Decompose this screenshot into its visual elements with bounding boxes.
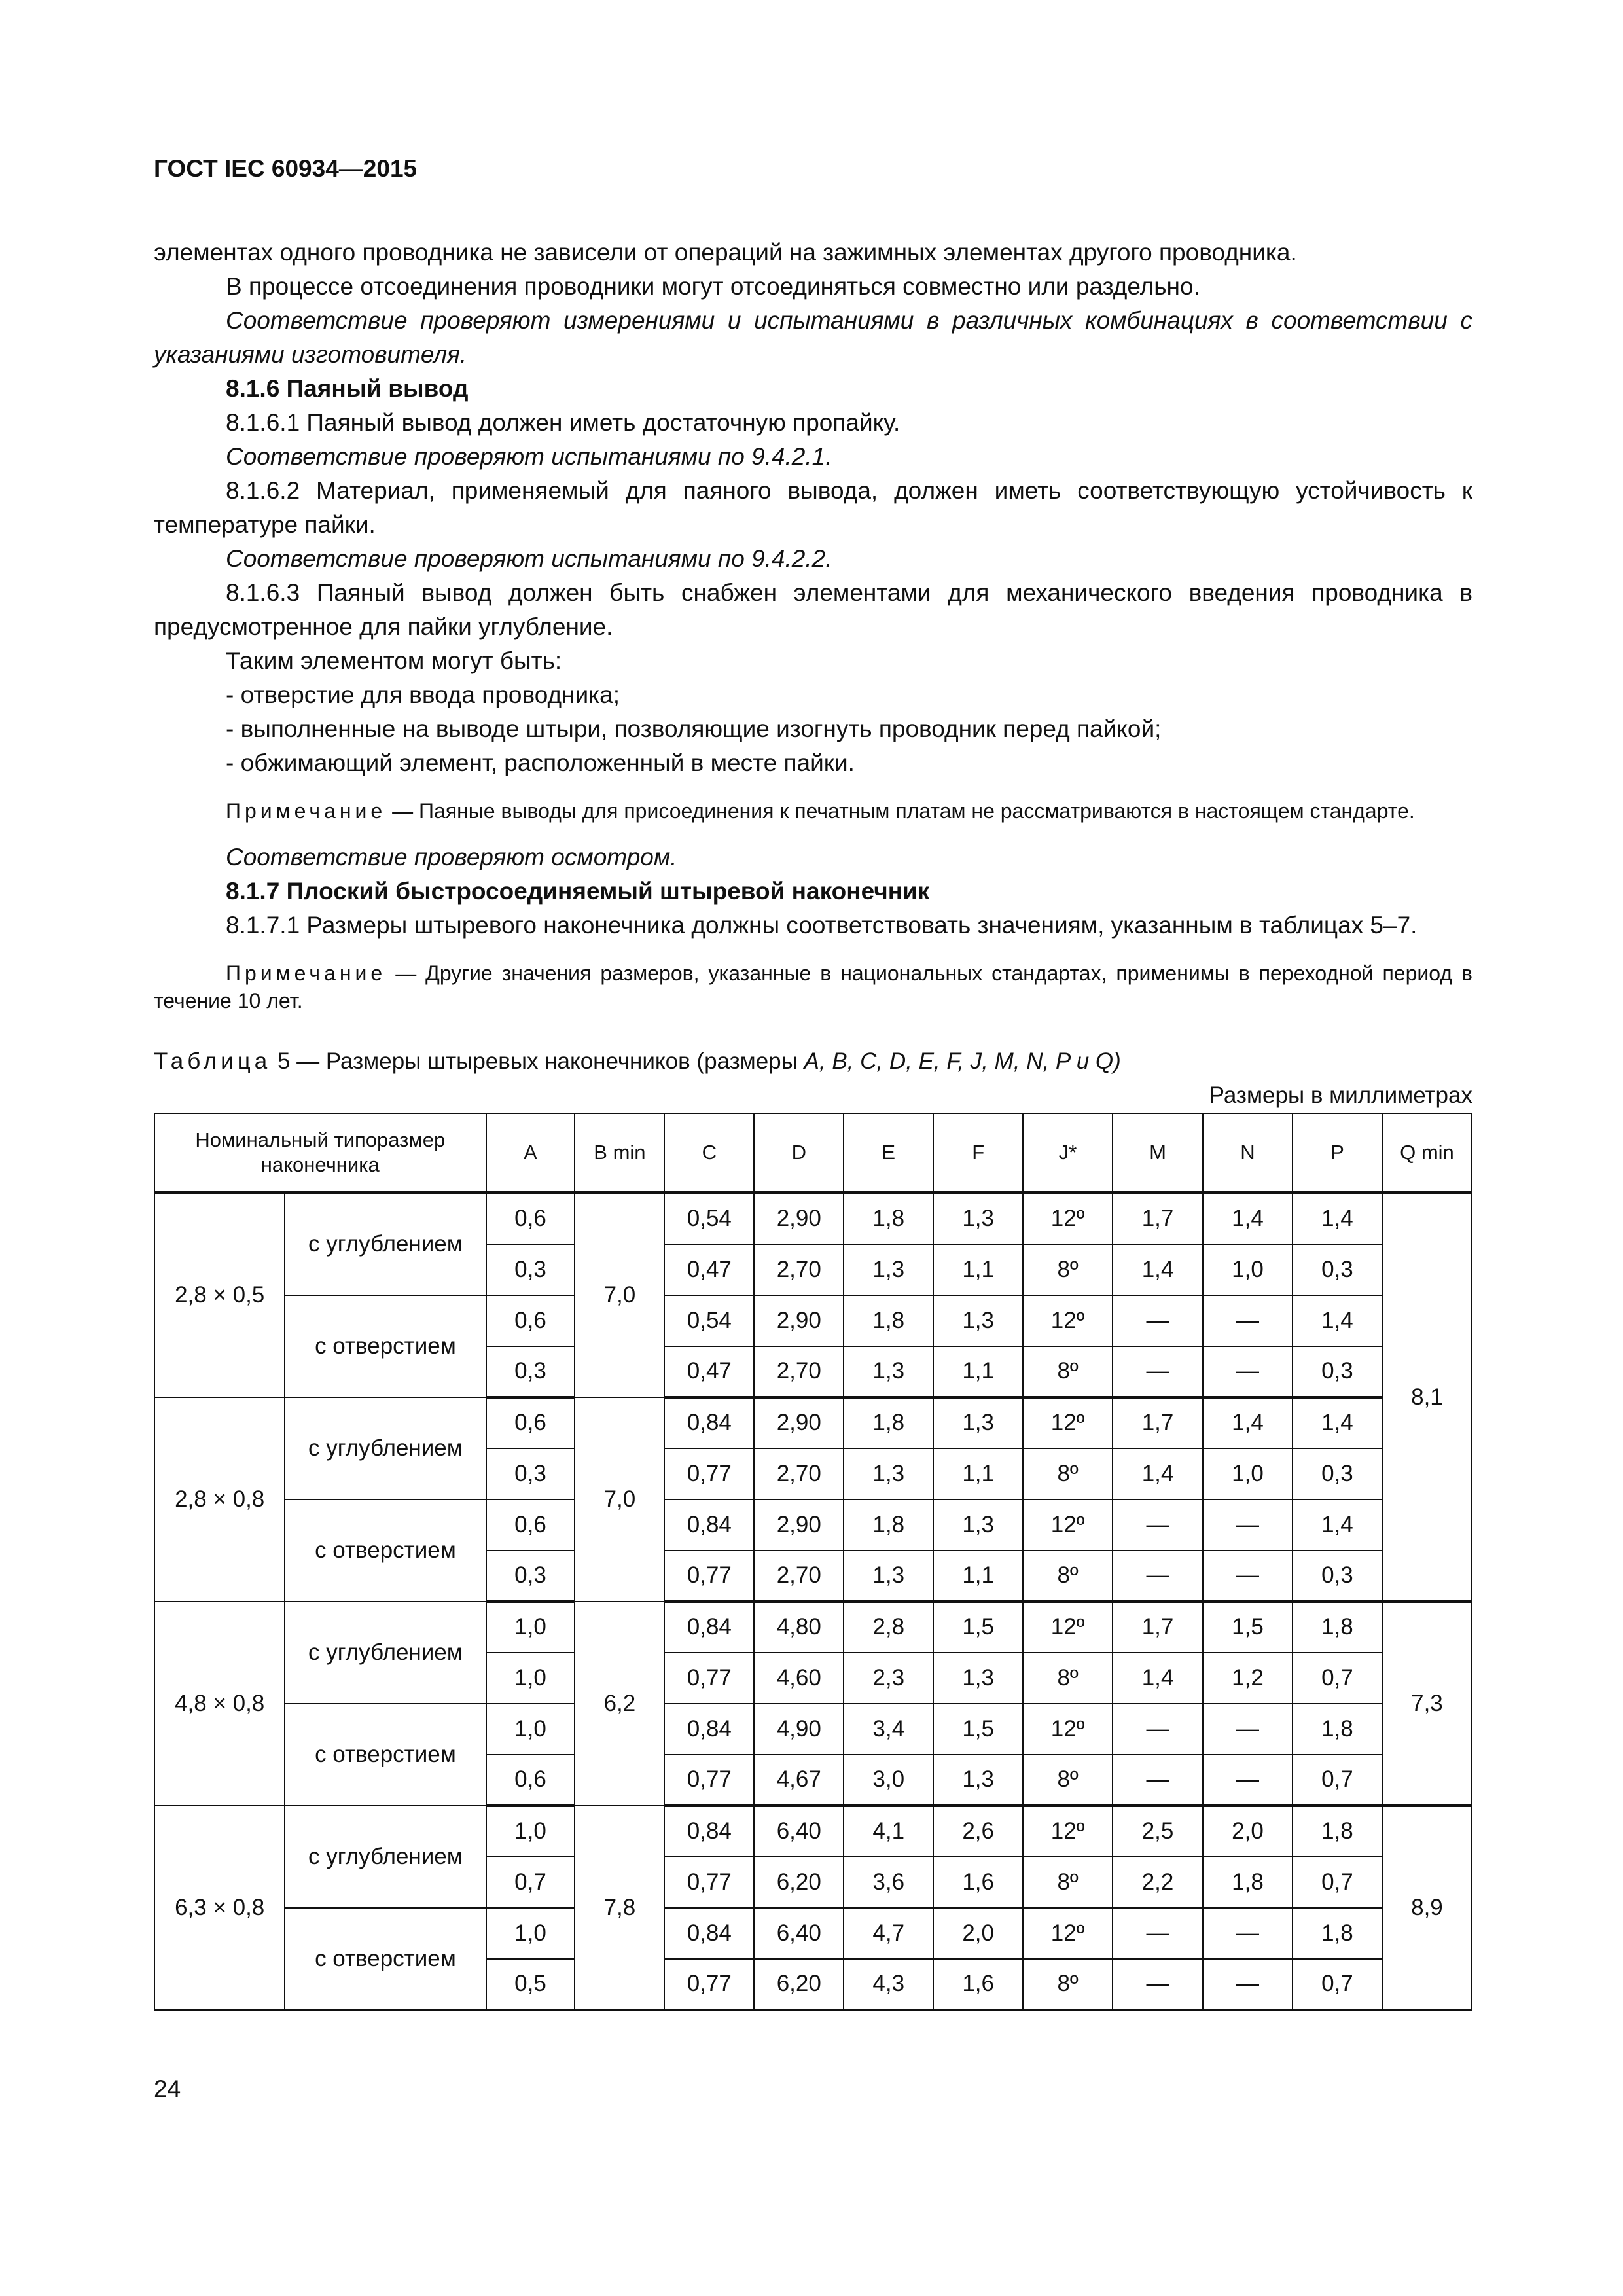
cell-d: 6,40 (754, 1806, 844, 1857)
cell-c: 0,77 (664, 1857, 754, 1908)
cell-f: 1,5 (933, 1704, 1023, 1755)
cell-c: 0,77 (664, 1448, 754, 1499)
cell-d: 2,70 (754, 1346, 844, 1397)
cell-m: 2,2 (1113, 1857, 1203, 1908)
cell-terminal-type: с отверстием (285, 1704, 486, 1806)
cell-d: 4,67 (754, 1755, 844, 1806)
note-national-standards (154, 960, 1472, 1014)
table-caption-dimensions: A, B, C, D, E, F, J, M, N, P и Q) (804, 1049, 1121, 1074)
cell-terminal-type: с отверстием (285, 1499, 486, 1602)
cell-n: — (1203, 1755, 1293, 1806)
cell-q-min: 8,1 (1382, 1193, 1472, 1602)
note-text: — Паяные выводы для присоединения к печатным платам не рассматриваются в настоящем стандарте. (386, 799, 1415, 823)
cell-n: 1,4 (1203, 1397, 1293, 1448)
cell-a: 1,0 (486, 1908, 575, 1959)
list-item: - выполненные на выводе штыри, позволяющие изогнуть проводник перед пайкой; (226, 715, 1162, 742)
cell-j: 8º (1023, 1959, 1113, 2010)
cell-j: 8º (1023, 1653, 1113, 1704)
cell-e: 1,8 (844, 1295, 933, 1346)
cell-nominal-size: 2,8 × 0,8 (154, 1397, 285, 1602)
cell-a: 0,6 (486, 1755, 575, 1806)
note-soldered-terminals (154, 797, 1472, 825)
cell-n: — (1203, 1704, 1293, 1755)
table-row (154, 1193, 1472, 1244)
cell-c: 0,77 (664, 1959, 754, 2010)
cell-p: 0,7 (1293, 1959, 1382, 2010)
table-caption-label: Таблица (154, 1049, 272, 1074)
cell-e: 1,3 (844, 1448, 933, 1499)
cell-q-min: 7,3 (1382, 1602, 1472, 1806)
cell-p: 0,3 (1293, 1448, 1382, 1499)
cell-e: 1,3 (844, 1346, 933, 1397)
cell-d: 2,70 (754, 1551, 844, 1602)
cell-m: — (1113, 1551, 1203, 1602)
cell-d: 6,40 (754, 1908, 844, 1959)
cell-m: 2,5 (1113, 1806, 1203, 1857)
cell-c: 0,84 (664, 1908, 754, 1959)
cell-f: 1,6 (933, 1959, 1023, 2010)
cell-nominal-size: 4,8 × 0,8 (154, 1602, 285, 1806)
cell-q-min: 8,9 (1382, 1806, 1472, 2010)
cell-terminal-type: с углублением (285, 1602, 486, 1704)
cell-m: — (1113, 1755, 1203, 1806)
cell-p: 0,7 (1293, 1857, 1382, 1908)
cell-f: 1,6 (933, 1857, 1023, 1908)
table-row (154, 1806, 1472, 1857)
cell-terminal-type: с отверстием (285, 1295, 486, 1397)
cell-f: 1,3 (933, 1755, 1023, 1806)
cell-m: — (1113, 1959, 1203, 2010)
cell-n: 1,0 (1203, 1448, 1293, 1499)
table-caption-text: 5 — Размеры штыревых наконечников (размеры (271, 1049, 804, 1074)
cell-j: 12º (1023, 1295, 1113, 1346)
table-units: Размеры в миллиметрах (1209, 1083, 1472, 1108)
cell-c: 0,47 (664, 1346, 754, 1397)
cell-m: 1,7 (1113, 1602, 1203, 1653)
cell-c: 0,84 (664, 1704, 754, 1755)
cell-m: — (1113, 1908, 1203, 1959)
cell-a: 1,0 (486, 1806, 575, 1857)
cell-a: 1,0 (486, 1704, 575, 1755)
cell-f: 1,1 (933, 1346, 1023, 1397)
cell-terminal-type: с углублением (285, 1193, 486, 1295)
header-m: M (1113, 1113, 1203, 1193)
cell-terminal-type: с углублением (285, 1397, 486, 1499)
cell-p: 0,7 (1293, 1653, 1382, 1704)
cell-a: 0,6 (486, 1499, 575, 1551)
cell-b-min: 7,0 (575, 1193, 664, 1397)
cell-a: 0,3 (486, 1448, 575, 1499)
cell-a: 0,6 (486, 1193, 575, 1244)
cell-a: 0,3 (486, 1244, 575, 1295)
cell-j: 8º (1023, 1551, 1113, 1602)
cell-c: 0,54 (664, 1295, 754, 1346)
cell-n: 1,4 (1203, 1193, 1293, 1244)
cell-m: — (1113, 1499, 1203, 1551)
cell-n: 1,8 (1203, 1857, 1293, 1908)
cell-d: 2,90 (754, 1193, 844, 1244)
cell-j: 8º (1023, 1346, 1113, 1397)
header-q-min: Q min (1382, 1113, 1472, 1193)
header-p: P (1293, 1113, 1382, 1193)
table-row (154, 1397, 1472, 1448)
cell-f: 1,3 (933, 1295, 1023, 1346)
cell-j: 12º (1023, 1806, 1113, 1857)
header-b-min: B min (575, 1113, 664, 1193)
table-row (154, 1295, 1472, 1346)
cell-n: 1,0 (1203, 1244, 1293, 1295)
cell-n: 1,2 (1203, 1653, 1293, 1704)
list-item: - отверстие для ввода проводника; (226, 681, 620, 708)
cell-e: 1,8 (844, 1397, 933, 1448)
cell-n: — (1203, 1959, 1293, 2010)
cell-m: — (1113, 1346, 1203, 1397)
cell-e: 1,8 (844, 1499, 933, 1551)
list-item: - обжимающий элемент, расположенный в месте пайки. (226, 749, 855, 776)
cell-f: 1,3 (933, 1653, 1023, 1704)
clause-8-1-7-1: 8.1.7.1 Размеры штыревого наконечника должны соответствовать значениям, указанным в таблицах 5–7. (226, 912, 1418, 939)
header-e: E (844, 1113, 933, 1193)
cell-c: 0,77 (664, 1551, 754, 1602)
cell-a: 0,6 (486, 1397, 575, 1448)
cell-f: 1,3 (933, 1193, 1023, 1244)
cell-j: 8º (1023, 1755, 1113, 1806)
header-nominal-size: Номинальный типоразмер наконечника (154, 1113, 486, 1193)
table-row (154, 1499, 1472, 1551)
cell-p: 1,8 (1293, 1908, 1382, 1959)
cell-m: 1,4 (1113, 1653, 1203, 1704)
clause-8-1-6-3: 8.1.6.3 Паяный вывод должен быть снабжен элементами для механического введения проводника в предусмотренное для пайки углубление. (154, 579, 1472, 640)
cell-j: 12º (1023, 1602, 1113, 1653)
cell-f: 1,1 (933, 1448, 1023, 1499)
cell-e: 4,1 (844, 1806, 933, 1857)
header-n: N (1203, 1113, 1293, 1193)
cell-j: 12º (1023, 1499, 1113, 1551)
note-text: — Другие значения размеров, указанные в национальных стандартах, применимы в переходной период в течение 10 лет. (154, 961, 1472, 1013)
cell-p: 0,3 (1293, 1346, 1382, 1397)
cell-c: 0,47 (664, 1244, 754, 1295)
cell-d: 4,60 (754, 1653, 844, 1704)
paragraph-continuation: элементах одного проводника не зависели от операций на зажимных элементах другого проводника. (154, 239, 1297, 266)
cell-nominal-size: 2,8 × 0,5 (154, 1193, 285, 1397)
cell-c: 0,84 (664, 1397, 754, 1448)
cell-d: 2,70 (754, 1244, 844, 1295)
cell-f: 2,6 (933, 1806, 1023, 1857)
cell-e: 3,0 (844, 1755, 933, 1806)
cell-j: 8º (1023, 1244, 1113, 1295)
cell-e: 1,3 (844, 1244, 933, 1295)
cell-e: 1,8 (844, 1193, 933, 1244)
cell-c: 0,54 (664, 1193, 754, 1244)
cell-d: 4,80 (754, 1602, 844, 1653)
page-number: 24 (154, 2075, 181, 2102)
cell-e: 3,6 (844, 1857, 933, 1908)
section-heading-8-1-6: 8.1.6 Паяный вывод (226, 375, 469, 402)
paragraph-disconnection: В процессе отсоединения проводники могут отсоединяться совместно или раздельно. (226, 273, 1200, 300)
note-label: Примечание (226, 799, 387, 823)
cell-m: 1,4 (1113, 1244, 1203, 1295)
cell-p: 1,4 (1293, 1295, 1382, 1346)
cell-b-min: 7,0 (575, 1397, 664, 1602)
header-f: F (933, 1113, 1023, 1193)
cell-j: 12º (1023, 1704, 1113, 1755)
cell-m: 1,7 (1113, 1193, 1203, 1244)
clause-8-1-6-2: 8.1.6.2 Материал, применяемый для паяного вывода, должен иметь соответствующую устойчивость к температуре пайки. (154, 477, 1472, 538)
cell-j: 8º (1023, 1857, 1113, 1908)
header-a: A (486, 1113, 575, 1193)
cell-a: 1,0 (486, 1653, 575, 1704)
cell-m: — (1113, 1704, 1203, 1755)
cell-e: 1,3 (844, 1551, 933, 1602)
cell-e: 4,3 (844, 1959, 933, 2010)
cell-terminal-type: с углублением (285, 1806, 486, 1908)
cell-f: 1,3 (933, 1499, 1023, 1551)
cell-n: — (1203, 1551, 1293, 1602)
cell-c: 0,84 (664, 1499, 754, 1551)
clause-8-1-6-1: 8.1.6.1 Паяный вывод должен иметь достаточную пропайку. (226, 409, 901, 436)
header-d: D (754, 1113, 844, 1193)
cell-c: 0,77 (664, 1755, 754, 1806)
cell-f: 1,5 (933, 1602, 1023, 1653)
cell-nominal-size: 6,3 × 0,8 (154, 1806, 285, 2010)
cell-n: — (1203, 1346, 1293, 1397)
cell-n: 2,0 (1203, 1806, 1293, 1857)
cell-p: 0,7 (1293, 1755, 1382, 1806)
cell-j: 12º (1023, 1397, 1113, 1448)
document-header: ГОСТ IEC 60934—2015 (154, 155, 418, 182)
header-c: C (664, 1113, 754, 1193)
cell-d: 4,90 (754, 1704, 844, 1755)
cell-a: 1,0 (486, 1602, 575, 1653)
cell-c: 0,84 (664, 1602, 754, 1653)
dimensions-table (154, 1113, 1472, 2011)
note-label: Примечание (226, 961, 387, 985)
table-row (154, 1908, 1472, 1959)
section-heading-8-1-7: 8.1.7 Плоский быстросоединяемый штыревой наконечник (226, 878, 930, 905)
cell-d: 2,90 (754, 1499, 844, 1551)
cell-d: 6,20 (754, 1959, 844, 2010)
cell-b-min: 6,2 (575, 1602, 664, 1806)
cell-e: 2,8 (844, 1602, 933, 1653)
cell-p: 1,4 (1293, 1499, 1382, 1551)
cell-d: 2,90 (754, 1397, 844, 1448)
paragraph-compliance-inspection: Соответствие проверяют осмотром. (226, 844, 677, 870)
cell-p: 1,8 (1293, 1806, 1382, 1857)
cell-e: 4,7 (844, 1908, 933, 1959)
cell-d: 6,20 (754, 1857, 844, 1908)
cell-p: 1,8 (1293, 1704, 1382, 1755)
clause-8-1-6-1-check: Соответствие проверяют испытаниями по 9.4.2.1. (226, 443, 832, 470)
element-list (154, 678, 1472, 780)
table-row (154, 1704, 1472, 1755)
cell-b-min: 7,8 (575, 1806, 664, 2010)
cell-n: — (1203, 1908, 1293, 1959)
cell-e: 2,3 (844, 1653, 933, 1704)
cell-m: 1,4 (1113, 1448, 1203, 1499)
paragraph-elements-intro: Таким элементом могут быть: (226, 647, 562, 674)
cell-n: — (1203, 1499, 1293, 1551)
cell-c: 0,84 (664, 1806, 754, 1857)
cell-a: 0,5 (486, 1959, 575, 2010)
cell-a: 0,3 (486, 1346, 575, 1397)
cell-a: 0,7 (486, 1857, 575, 1908)
cell-p: 0,3 (1293, 1551, 1382, 1602)
cell-f: 1,1 (933, 1551, 1023, 1602)
table-body (154, 1193, 1472, 2010)
table-caption (154, 1045, 1472, 1079)
cell-a: 0,3 (486, 1551, 575, 1602)
cell-d: 2,90 (754, 1295, 844, 1346)
paragraph-compliance-measurements: Соответствие проверяют измерениями и испытаниями в различных комбинациях в соответствии с указаниями изготовителя. (154, 307, 1472, 368)
cell-terminal-type: с отверстием (285, 1908, 486, 2010)
cell-f: 1,1 (933, 1244, 1023, 1295)
cell-j: 12º (1023, 1908, 1113, 1959)
cell-j: 12º (1023, 1193, 1113, 1244)
cell-d: 2,70 (754, 1448, 844, 1499)
cell-p: 1,4 (1293, 1397, 1382, 1448)
cell-p: 1,8 (1293, 1602, 1382, 1653)
cell-n: 1,5 (1203, 1602, 1293, 1653)
cell-p: 0,3 (1293, 1244, 1382, 1295)
cell-p: 1,4 (1293, 1193, 1382, 1244)
table-header-row (154, 1113, 1472, 1193)
clause-8-1-6-2-check: Соответствие проверяют испытаниями по 9.4.2.2. (226, 545, 832, 572)
table-row (154, 1602, 1472, 1653)
cell-f: 2,0 (933, 1908, 1023, 1959)
cell-m: 1,7 (1113, 1397, 1203, 1448)
cell-n: — (1203, 1295, 1293, 1346)
cell-a: 0,6 (486, 1295, 575, 1346)
cell-c: 0,77 (664, 1653, 754, 1704)
cell-j: 8º (1023, 1448, 1113, 1499)
cell-e: 3,4 (844, 1704, 933, 1755)
cell-m: — (1113, 1295, 1203, 1346)
cell-f: 1,3 (933, 1397, 1023, 1448)
header-j: J* (1023, 1113, 1113, 1193)
